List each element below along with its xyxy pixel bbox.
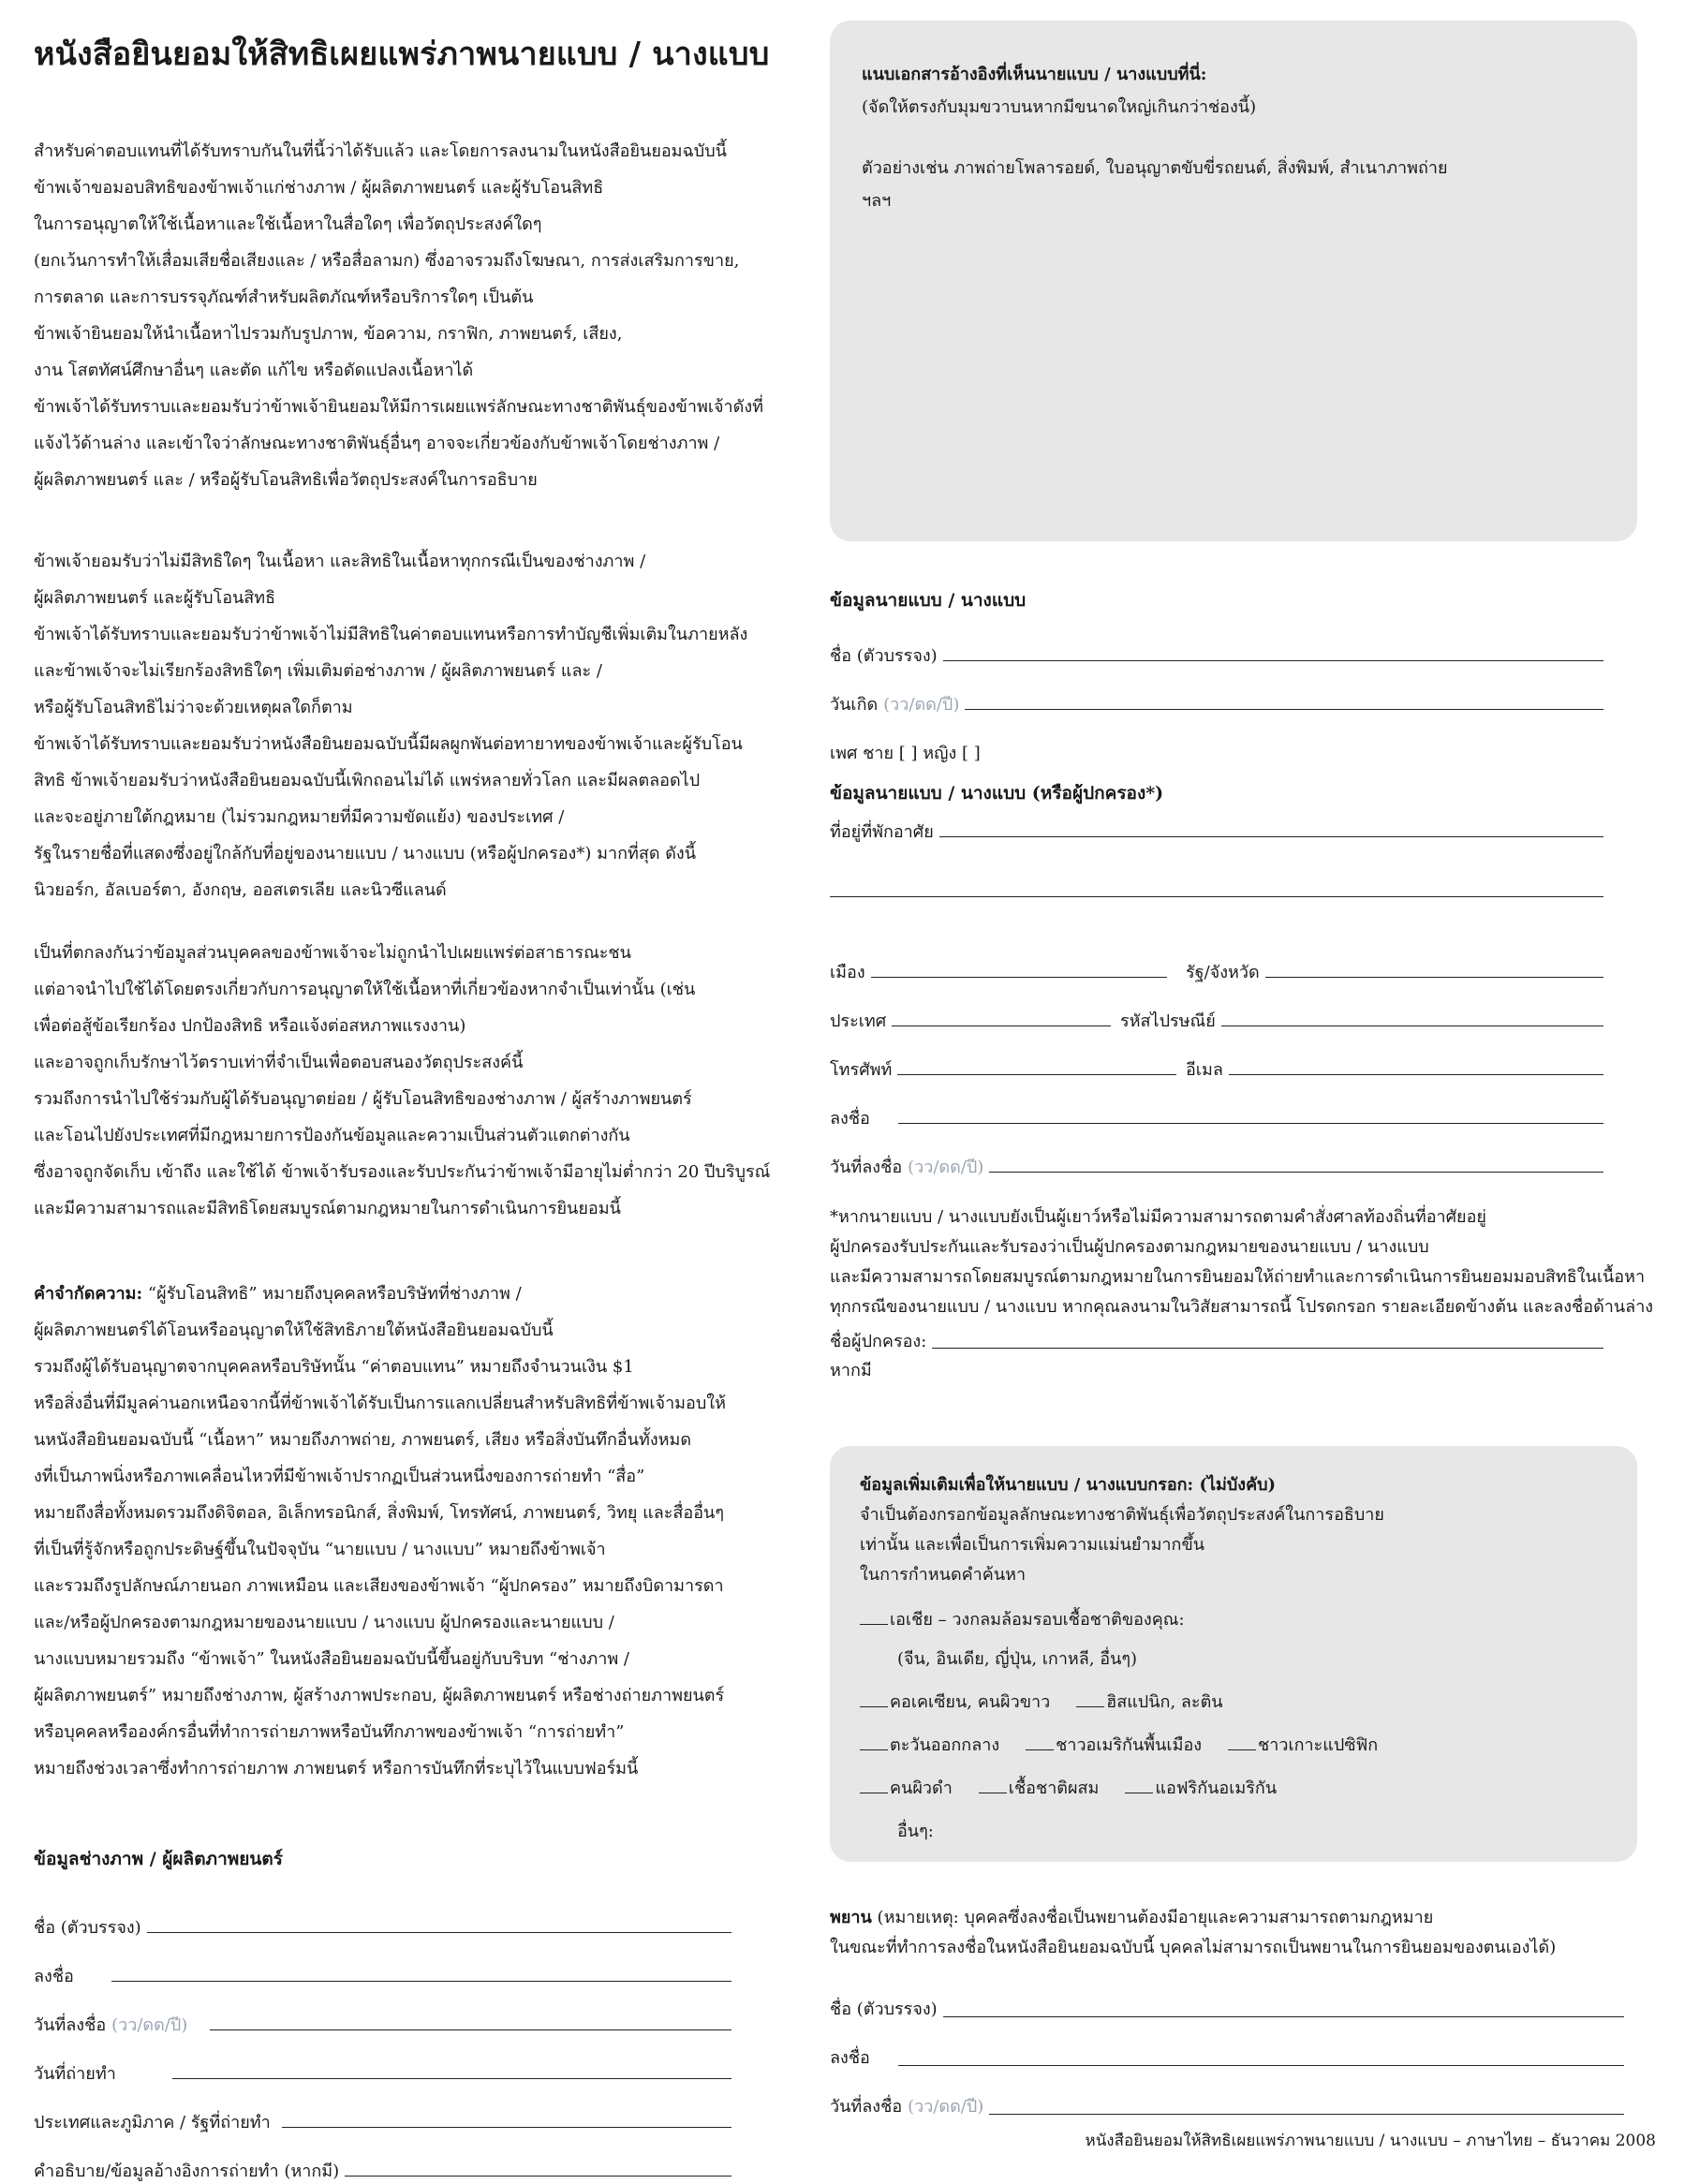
photographer-desc-field[interactable] [345,2176,731,2177]
witness-sign-date-row [830,2073,1624,2122]
photographer-name-row [34,1892,731,1941]
photographer-sign-date-field[interactable] [210,2029,731,2030]
paragraph-line: และมีความสามารถและมีสิทธิโดยสมบูรณ์ตามกฎหมายในการดำเนินการยินยอมนี้ [34,1199,621,1218]
model-country-zip-row [830,985,1603,1034]
model-name-row [830,620,1603,669]
model-zip-label: รหัสไปรษณีย์ [1120,1011,1216,1031]
witness-sign-date-field[interactable] [989,2114,1624,2115]
paragraph-line: นิวยอร์ก, อัลเบอร์ตา, อังกฤษ, ออสเตรเลีย และนิวซีแลนด์ [34,880,447,900]
paragraph-line: ข้าพเจ้ายินยอมให้นำเนื้อหาไปรวมกับรูปภาพ, ข้อความ, กราฟิก, ภาพยนตร์, เสียง, [34,324,623,344]
model-name-label: ชื่อ (ตัวบรรจง) [830,646,938,666]
photographer-sign-label: ลงชื่อ [34,1967,74,1986]
paragraph-line: หมายถึงช่วงเวลาซึ่งทำการถ่ายภาพ ภาพยนตร์ หรือการบันทึกที่ระบุไว้ในแบบฟอร์มนี้ [34,1759,639,1778]
photographer-name-label: ชื่อ (ตัวบรรจง) [34,1918,141,1938]
guardian-name-label: ชื่อผู้ปกครอง: [830,1332,927,1351]
paragraph-line: (ยกเว้นการทำให้เสื่อมเสียชื่อเสียงและ / หรือสื่อลามก) ซึ่งอาจรวมถึงโฆษณา, การส่งเสริมการขาย, [34,251,740,271]
photographer-sign-row [34,1941,731,1989]
model-dob-row [830,669,1603,717]
paragraph-line: และ/หรือผู้ปกครองตามกฎหมายของนายแบบ / นางแบบ ผู้ปกครองและนายแบบ / [34,1613,614,1632]
reference-attachment-box[interactable] [830,21,1637,541]
paragraph-line: ข้าพเจ้าได้รับทราบและยอมรับว่าข้าพเจ้าไม่มีสิทธิในค่าตอบแทนหรือการทำบัญชีเพิ่มเติมในภายหลัง [34,625,748,644]
guardian-if-any: หากมี [830,1361,872,1380]
ethnicity-option-caucasian[interactable]: คอเคเซียน, คนผิวขาว [860,1688,1050,1718]
witness-name-label: ชื่อ (ตัวบรรจง) [830,2000,938,2019]
model-phone-email-row [830,1034,1603,1083]
paragraph-line: ทุกกรณีของนายแบบ / นางแบบ หากคุณลงนามในวิสัยสามารถนี้ โปรดกรอก รายละเอียดข้างต้น และลงชื่อด้านล่าง [830,1297,1654,1317]
model-state-label: รัฐ/จังหวัด [1186,963,1260,982]
paragraph-line: แจ้งไว้ด้านล่าง และเข้าใจว่าลักษณะทางชาติพันธุ์อื่นๆ อาจจะเกี่ยวข้องกับข้าพเจ้าโดยช่างภาพ / [34,434,720,453]
model-address-field-2[interactable] [830,896,1603,897]
model-address-row-2 [830,845,1603,905]
ethnicity-option-african-american[interactable]: แอฟริกันอเมริกัน [1125,1774,1277,1804]
photographer-shoot-date-label: วันที่ถ่ายทำ [34,2064,116,2084]
model-city-state-row [830,905,1603,985]
ethnicity-option-middle-eastern[interactable]: ตะวันออกกลาง [860,1731,999,1761]
paragraph-line: ข้าพเจ้าได้รับทราบและยอมรับว่าหนังสือยินยอมฉบับนี้มีผลผูกพันต่อทายาทของข้าพเจ้าและผู้รับโอน [34,734,743,754]
model-city-field[interactable] [871,977,1167,978]
paragraph-line: งาน โสตทัศน์ศึกษาอื่นๆ และตัด แก้ไข หรือดัดแปลงเนื้อหาได้ [34,361,474,380]
witness-sign-field[interactable] [898,2065,1624,2066]
paragraph-line: ข้าพเจ้าได้รับทราบและยอมรับว่าข้าพเจ้ายินยอมให้มีการเผยแพร่ลักษณะทางชาติพันธุ์ของข้าพเจ้าดังที่ [34,397,763,417]
paragraph-line: รัฐในรายชื่อที่แสดงซึ่งอยู่ใกล้กับที่อยู่ของนายแบบ / นางแบบ (หรือผู้ปกครอง*) มากที่สุด ดังนี้ [34,844,697,863]
paragraph-line: ผู้ผลิตภาพยนตร์ และ / หรือผู้รับโอนสิทธิเพื่อวัตถุประสงค์ในการอธิบาย [34,470,538,490]
paragraph-line: และจะอยู่ภายใต้กฎหมาย (ไม่รวมกฎหมายที่มีความขัดแย้ง) ของประเทศ / [34,807,565,827]
paragraph-line: แต่อาจนำไปใช้ได้โดยตรงเกี่ยวกับการอนุญาตให้ใช้เนื้อหาที่เกี่ยวข้องหากจำเป็นเท่านั้น (เช่น [34,980,696,999]
model-guardian-section-title: ข้อมูลนายแบบ / นางแบบ (หรือผู้ปกครอง*) [830,783,1164,804]
definition-lead: คำจำกัดความ: [34,1284,143,1304]
model-gender-label: เพศ ชาย [ ] หญิง [ ] [830,744,981,763]
paragraph-line: และอาจถูกเก็บรักษาไว้ตราบเท่าที่จำเป็นเพื่อตอบสนองวัตถุประสงค์นี้ [34,1053,524,1072]
model-section [830,586,1654,1388]
paragraph-line: คำจำกัดความ: “ผู้รับโอนสิทธิ” หมายถึงบุคคลหรือบริษัทที่ช่างภาพ / [34,1284,522,1304]
ethnicity-row-2 [860,1731,1607,1761]
paragraph-line: รวมถึงผู้ได้รับอนุญาตจากบุคคลหรือบริษัทนั้น “ค่าตอบแทน” หมายถึงจำนวนเงิน $1 [34,1357,634,1377]
model-sign-label: ลงชื่อ [830,1109,870,1129]
paragraph-line: ผู้ผลิตภาพยนตร์ได้โอนหรืออนุญาตให้ใช้สิทธิภายใต้หนังสือยินยอมฉบับนี้ [34,1321,554,1340]
model-country-label: ประเทศ [830,1011,887,1031]
photographer-sign-field[interactable] [111,1981,731,1982]
paragraph-line: สำหรับค่าตอบแทนที่ได้รับทราบกันในที่นี้ว่าได้รับแล้ว และโดยการลงนามในหนังสือยินยอมฉบับนี้ [34,141,727,161]
page-title: หนังสือยินยอมให้สิทธิเผยแพร่ภาพนายแบบ / นางแบบ [34,36,770,73]
paragraph-line: สิทธิ ข้าพเจ้ายอมรับว่าหนังสือยินยอมฉบับนี้เพิกถอนไม่ได้ แพร่หลายทั่วโลก และมีผลตลอดไป [34,771,701,790]
photographer-desc-row [34,2135,731,2184]
reference-box-example: ตัวอย่างเช่น ภาพถ่ายโพลารอยด์, ใบอนุญาตขับขี่รถยนต์, สิ่งพิมพ์, สำเนาภาพถ่าย [862,158,1448,178]
photographer-section [34,1845,774,2184]
reference-box-subtitle: (จัดให้ตรงกับมุมขวาบนหากมีขนาดใหญ่เกินกว่าช่องนี้) [862,97,1257,117]
model-section-title: ข้อมูลนายแบบ / นางแบบ [830,590,1027,611]
paragraph-line: เป็นที่ตกลงกันว่าข้อมูลส่วนบุคคลของข้าพเจ้าจะไม่ถูกนำไปเผยแพร่ต่อสาธารณะชน [34,943,631,963]
model-sign-row [830,1083,1603,1131]
definitions-paragraph [34,1276,774,1787]
ethnicity-row-3 [860,1774,1607,1804]
model-phone-label: โทรศัพท์ [830,1060,893,1080]
ethnicity-option-hispanic[interactable]: ฮิสแปนิก, ละติน [1076,1688,1222,1718]
photographer-sign-date-row [34,1989,731,2038]
paragraph-line: ข้าพเจ้ายอมรับว่าไม่มีสิทธิใดๆ ในเนื้อหา และสิทธิในเนื้อหาทุกกรณีเป็นของช่างภาพ / [34,552,646,571]
model-email-label: อีเมล [1186,1060,1223,1080]
paragraph-line: ผู้ผลิตภาพยนตร์ และผู้รับโอนสิทธิ [34,588,276,608]
model-name-field[interactable] [943,660,1603,661]
reference-box-etc: ฯลฯ [862,191,892,211]
guardian-note [830,1203,1654,1322]
model-dob-field[interactable] [965,709,1603,710]
ethnicity-line-1: จำเป็นต้องกรอกข้อมูลลักษณะทางชาติพันธุ์เพื่อวัตถุประสงค์ในการอธิบาย [860,1505,1384,1525]
right-column [830,21,1654,2122]
paragraph-line: *หากนายแบบ / นางแบบยังเป็นผู้เยาว์หรือไม่มีความสามารถตามคำสั่งศาลท้องถิ่นที่อาศัยอยู่ [830,1207,1486,1227]
paragraph-line: และโอนไปยังประเทศที่มีกฎหมายการป้องกันข้อมูลและความเป็นส่วนตัวแตกต่างกัน [34,1126,630,1145]
model-state-field[interactable] [1265,977,1603,978]
reference-box-title: แนบเอกสารอ้างอิงที่เห็นนายแบบ / นางแบบที่นี่: [862,65,1207,84]
paragraph-line: ซึ่งอาจถูกจัดเก็บ เข้าถึง และใช้ได้ ข้าพเจ้ารับรองและรับประกันว่าข้าพเจ้ามีอายุไม่ต่ำกว่า 20 ปีบริบูรณ์ [34,1162,771,1182]
paragraph-line: หรือสิ่งอื่นที่มีมูลค่านอกเหนือจากนี้ที่ข้าพเจ้าได้รับเป็นการแลกเปลี่ยนสำหรับสิทธิที่ข้าพเจ้ามอบให้ [34,1394,726,1413]
model-address-row [830,807,1603,845]
photographer-section-title: ข้อมูลช่างภาพ / ผู้ผลิตภาพยนตร์ [34,1849,283,1869]
witness-note-2: ในขณะที่ทำการลงชื่อในหนังสือยินยอมฉบับนี้ บุคคลไม่สามารถเป็นพยานในการยินยอมของตนเองได้) [830,1938,1557,1957]
photographer-country-field[interactable] [282,2127,731,2128]
left-column [34,28,774,2184]
model-dob-label: วันเกิด [830,695,879,715]
witness-section [830,1903,1637,2122]
photographer-country-row [34,2087,731,2135]
witness-sign-date-label: วันที่ลงชื่อ [830,2097,903,2117]
paragraph-line: ผู้ปกครองรับประกันและรับรองว่าเป็นผู้ปกครองตามกฎหมายของนายแบบ / นางแบบ [830,1237,1429,1257]
paragraph-line: และรวมถึงรูปลักษณ์ภายนอก ภาพเหมือน และเสียงของข้าพเจ้า “ผู้ปกครอง” หมายถึงบิดามารดา [34,1576,724,1596]
paragraph-line: เพื่อต่อสู้ข้อเรียกร้อง ปกป้องสิทธิ หรือแจ้งต่อสหภาพแรงงาน) [34,1016,466,1036]
guardian-name-row [830,1322,1603,1354]
paragraph-line: ในการอนุญาตให้ใช้เนื้อหาและใช้เนื้อหาในสื่อใดๆ เพื่อวัตถุประสงค์ใดๆ [34,214,542,234]
photographer-country-label: ประเทศและภูมิภาค / รัฐที่ถ่ายทำ [34,2113,271,2132]
paragraph-line: การตลาด และการบรรจุภัณฑ์สำหรับผลิตภัณฑ์หรือบริการใดๆ เป็นต้น [34,288,534,307]
photographer-sign-date-label: วันที่ลงชื่อ [34,2015,107,2035]
witness-date-hint: (วว/ดด/ปี) [908,2097,984,2117]
ethnicity-line-2: เท่านั้น และเพื่อเป็นการเพิ่มความแม่นยำมากขึ้น [860,1535,1205,1555]
paragraph-line: หมายถึงสื่อทั้งหมดรวมถึงดิจิตอล, อิเล็กทรอนิกส์, สิ่งพิมพ์, โทรทัศน์, ภาพยนตร์, วิทยุ และสื่ออื่นๆ [34,1503,725,1523]
paragraph-line: รวมถึงการนำไปใช้ร่วมกับผู้ได้รับอนุญาตย่อย / ผู้รับโอนสิทธิของช่างภาพ / ผู้สร้างภาพยนตร์ [34,1089,692,1109]
witness-name-row [830,1976,1624,2025]
paragraph-line: ข้าพเจ้าขอมอบสิทธิของข้าพเจ้าแก่ช่างภาพ / ผู้ผลิตภาพยนตร์ และผู้รับโอนสิทธิ [34,178,604,198]
consent-paragraph-1 [34,133,774,498]
witness-sign-row [830,2025,1624,2073]
model-sign-date-hint: (วว/ดด/ปี) [908,1158,984,1177]
model-dob-hint: (วว/ดด/ปี) [883,695,960,715]
model-phone-field[interactable] [897,1074,1176,1075]
consent-paragraph-2 [34,543,774,908]
model-address-label: ที่อยู่ที่พักอาศัย [830,822,934,842]
model-sign-date-row [830,1131,1603,1180]
paragraph-line: นางแบบหมายรวมถึง “ข้าพเจ้า” ในหนังสือยินยอมฉบับนี้ขึ้นอยู่กับบริบท “ช่างภาพ / [34,1649,629,1669]
model-gender-row[interactable] [830,717,1603,766]
ethnicity-option-black[interactable]: คนผิวดำ [860,1774,953,1804]
photographer-date-hint: (วว/ดด/ปี) [111,2015,188,2035]
paragraph-line: นหนังสือยินยอมฉบับนี้ “เนื้อหา” หมายถึงภาพถ่าย, ภาพยนตร์, เสียง หรือสิ่งบันทึกอื่นทั้งหมด [34,1430,692,1450]
witness-sign-label: ลงชื่อ [830,2048,870,2068]
model-sign-field[interactable] [898,1123,1603,1124]
model-email-field[interactable] [1229,1074,1603,1075]
ethnicity-box-title: ข้อมูลเพิ่มเติมเพื่อให้นายแบบ / นางแบบกรอก: (ไม่บังคับ) [860,1475,1277,1495]
photographer-shoot-date-row [34,2038,731,2087]
ethnicity-line-3: ในการกำหนดคำค้นหา [860,1565,1027,1585]
model-sign-date-field[interactable] [989,1172,1603,1173]
witness-title: พยาน [830,1908,872,1927]
model-sign-date-label: วันที่ลงชื่อ [830,1158,903,1177]
paragraph-line: และมีความสามารถโดยสมบูรณ์ตามกฎหมายในการยินยอมให้ถ่ายทำและการดำเนินการยินยอมมอบสิทธิในเนื้อหา [830,1267,1646,1287]
consent-paragraph-3 [34,935,774,1227]
guardian-name-field[interactable] [932,1348,1603,1349]
ethnicity-option-native-american[interactable]: ชาวอเมริกันพื้นเมือง [1026,1731,1202,1761]
paragraph-line: หรือบุคคลหรือองค์กรอื่นที่ทำการถ่ายภาพหรือบันทึกภาพของข้าพเจ้า “การถ่ายทำ” [34,1722,625,1742]
page-footer: หนังสือยินยอมให้สิทธิเผยแพร่ภาพนายแบบ / นางแบบ – ภาษาไทย – ธันวาคม 2008 [1085,2132,1656,2150]
paragraph-line: งที่เป็นภาพนิ่งหรือภาพเคลื่อนไหวที่มีข้าพเจ้าปรากฏเป็นส่วนหนึ่งของการถ่ายทำ “สื่อ” [34,1467,645,1486]
ethnicity-row-1 [860,1688,1607,1718]
paragraph-line: ที่เป็นที่รู้จักหรือถูกประดิษฐ์ขึ้นในปัจจุบัน “นายแบบ / นางแบบ” หมายถึงข้าพเจ้า [34,1540,606,1559]
paragraph-line: หรือผู้รับโอนสิทธิไม่ว่าจะด้วยเหตุผลใดก็ตาม [34,698,353,717]
witness-name-field[interactable] [943,2016,1624,2017]
model-address-field[interactable] [939,836,1603,837]
ethnicity-option-asian[interactable]: เอเชีย – วงกลมล้อมรอบเชื้อชาติของคุณ: [860,1605,1607,1635]
paragraph-line: และข้าพเจ้าจะไม่เรียกร้องสิทธิใดๆ เพิ่มเติมต่อช่างภาพ / ผู้ผลิตภาพยนตร์ และ / [34,661,602,681]
ethnicity-option-pacific-islander[interactable]: ชาวเกาะแปซิฟิก [1228,1731,1378,1761]
ethnicity-option-other[interactable]: อื่นๆ: [897,1822,934,1841]
paragraph-line: ผู้ผลิตภาพยนตร์” หมายถึงช่างภาพ, ผู้สร้างภาพประกอบ, ผู้ผลิตภาพยนตร์ หรือช่างถ่ายภาพยนตร์ [34,1686,725,1705]
ethnicity-asian-examples: (จีน, อินเดีย, ญี่ปุ่น, เกาหลี, อื่นๆ) [897,1649,1138,1669]
photographer-shoot-date-field[interactable] [172,2078,731,2079]
ethnicity-option-mixed[interactable]: เชื้อชาติผสม [979,1774,1100,1804]
model-city-label: เมือง [830,963,865,982]
photographer-desc-label: คำอธิบาย/ข้อมูลอ้างอิงการถ่ายทำ (หากมี) [34,2162,340,2181]
witness-note-1: (หมายเหตุ: บุคคลซึ่งลงชื่อเป็นพยานต้องมีอายุและความสามารถตามกฎหมาย [871,1908,1434,1927]
photographer-name-field[interactable] [147,1932,731,1933]
ethnicity-box [830,1446,1637,1862]
